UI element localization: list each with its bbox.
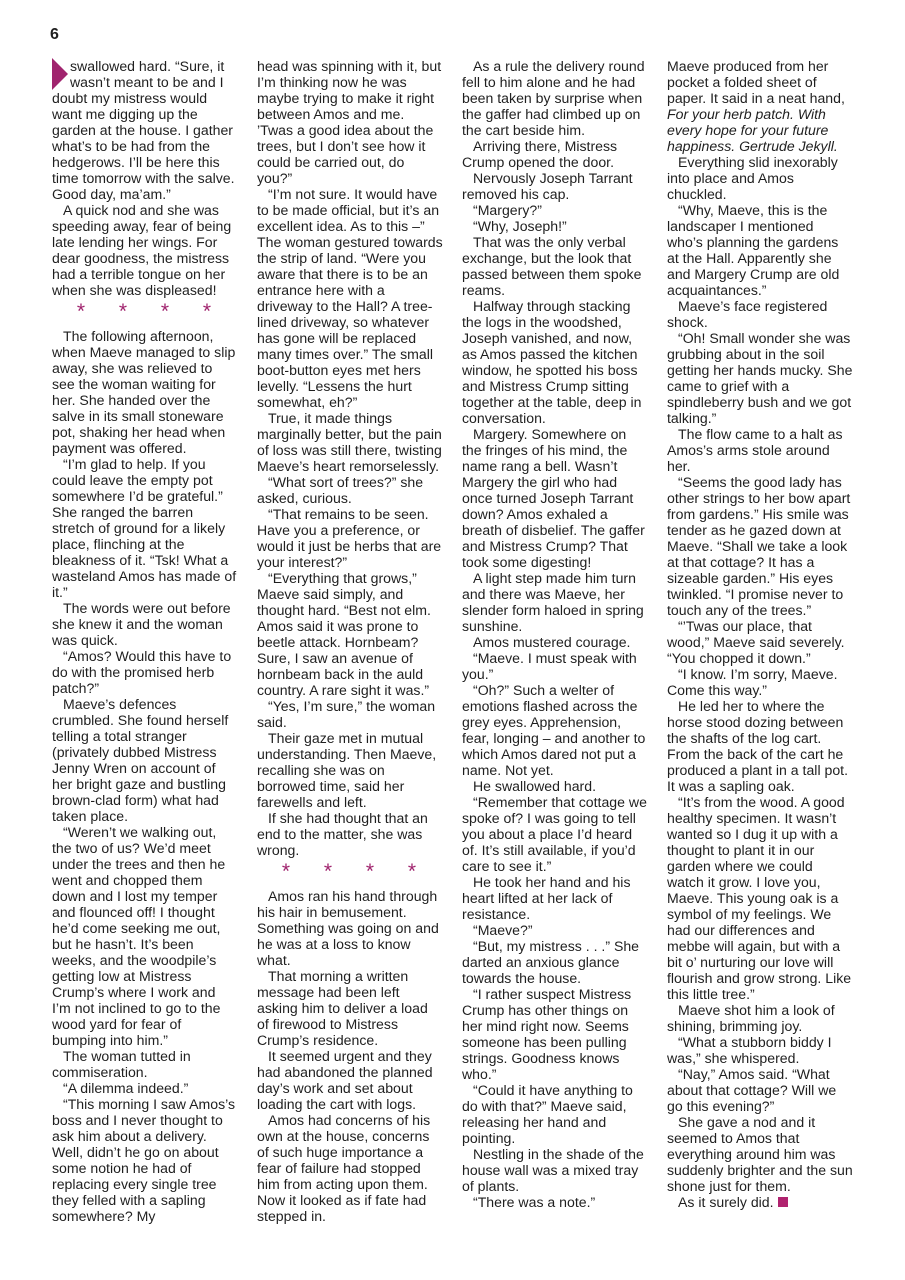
paragraph: “That remains to be seen. Have you a preference, or would it just be herbs that are your interest?”	[257, 506, 442, 570]
paragraph: “What a stubborn biddy I was,” she whispered.	[667, 1034, 832, 1066]
paragraph	[667, 58, 853, 154]
paragraph: That was the only verbal exchange, but the look that passed between them spoke reams.	[462, 234, 642, 298]
page-number: 6	[50, 26, 59, 43]
paragraph: Maeve’s face registered shock.	[667, 298, 828, 330]
paragraph: A quick nod and she was speeding away, fear of being late lending her wings. For dear goodness, the mistress had a terrible tongue on her when she was displeased!	[52, 202, 232, 298]
note-intro: Maeve produced from her pocket a folded sheet of paper. It said in a neat hand,	[667, 58, 845, 106]
paragraph: “Could it have anything to do with that?” Maeve said, releasing her hand and pointing.	[462, 1082, 633, 1146]
paragraph: “’Twas our place, that wood,” Maeve said severely. “You chopped it down.”	[667, 618, 845, 666]
paragraph: Nestling in the shade of the house wall was a mixed tray of plants.	[462, 1146, 644, 1194]
paragraph: Arriving there, Mistress Crump opened the door.	[462, 138, 618, 170]
column-3	[462, 58, 648, 1210]
paragraph: If she had thought that an end to the matter, she was wrong.	[257, 810, 428, 858]
paragraph: The flow came to a halt as Amos’s arms stole around her.	[667, 426, 843, 474]
paragraph: “Remember that cottage we spoke of? I was going to tell you about a place I’d heard of. It’s still available, if you’d care to see it.”	[462, 794, 647, 874]
paragraph: Margery. Somewhere on the fringes of his mind, the name rang a bell. Wasn’t Margery the girl who had once turned Joseph Tarrant down? Amos exhaled a breath of disbelief. The gaffer and Mistress Crump? That took some digesting!	[462, 426, 645, 570]
paragraph: “Amos? Would this have to do with the promised herb patch?”	[52, 648, 232, 696]
paragraph: “Everything that grows,” Maeve said simply, and thought hard. “Best not elm. Amos said it was prone to beetle attack. Hornbeam? Sure, I saw an avenue of hornbeam back in the auld country. A rare sight it was.”	[257, 570, 431, 698]
paragraph: He led her to where the horse stood dozing between the shafts of the log cart. From the back of the cart he produced a plant in a tall pot. It was a sapling oak.	[667, 698, 848, 794]
scene-break: * * * *	[281, 860, 431, 883]
paragraph: “Oh?” Such a welter of emotions flashed across the grey eyes. Apprehension, fear, longing – and another to which Amos dared not put a name. Not yet.	[462, 682, 646, 778]
paragraph: head was spinning with it, but I’m thinking now he was maybe trying to make it right between Amos and me. ’Twas a good idea about the trees, but I don’t see how it could be carried out, do you?”	[257, 58, 442, 186]
paragraph: “I’m glad to help. If you could leave the empty pot somewhere I’d be grateful.” She ranged the barren stretch of ground for a likely place, flinching at the bleakness of it. “Tsk! What a wasteland Amos has made of it.”	[52, 456, 237, 600]
column-1	[52, 58, 238, 1224]
paragraph: “Maeve?”	[473, 922, 533, 938]
paragraph: Nervously Joseph Tarrant removed his cap.	[462, 170, 633, 202]
paragraph: swallowed hard. “Sure, it wasn’t meant to be and I doubt my mistress would want me digging up the garden at the house. I gather what’s to be had from the hedgerows. I’ll be here this time tomorrow with the salve. Good day, ma’am.”	[52, 58, 235, 202]
paragraph: Amos had concerns of his own at the house, concerns of such huge importance a fear of failure had stopped him from acting upon them. Now it looked as if fate had stepped in.	[257, 1112, 431, 1224]
paragraph: “Seems the good lady has other strings to her bow apart from gardens.” His smile was tender as he gazed down at Maeve. “Shall we take a look at that cottage? It has a sizeable garden.” His eyes twinkled. “I promise never to touch any of the trees.”	[667, 474, 851, 618]
paragraph: “I rather suspect Mistress Crump has other things on her mind right now. Seems someone has been pulling strings. Goodness knows who.”	[462, 986, 632, 1082]
paragraph: “I’m not sure. It would have to be made official, but it’s an excellent idea. As to this –” The woman gestured towards the strip of land. “Were you aware that there is to be an entrance here with a driveway to the Hall? A tree-lined driveway, so whatever has gone will be replaced many times over.” The small boot-button eyes met hers levelly. “Lessens the hurt somewhat, eh?”	[257, 186, 443, 410]
end-mark-icon	[778, 1197, 788, 1207]
paragraph: “This morning I saw Amos’s boss and I never thought to ask him about a delivery. Well, didn’t he go on about some notion he had of replacing every single tree they felled with a sapling somewhere? My	[52, 1096, 236, 1224]
paragraph: Everything slid inexorably into place and Amos chuckled.	[667, 154, 838, 202]
final-line: As it surely did.	[678, 1194, 774, 1210]
paragraph: “Why, Joseph!”	[473, 218, 567, 234]
column-4	[667, 58, 853, 1210]
continuation-arrow-icon	[52, 58, 68, 90]
paragraph: He swallowed hard.	[473, 778, 596, 794]
paragraph: Their gaze met in mutual understanding. Then Maeve, recalling she was on borrowed time, said her farewells and left.	[257, 730, 437, 810]
paragraph: The woman tutted in commiseration.	[52, 1048, 191, 1080]
column-2	[257, 58, 443, 1224]
paragraph: That morning a written message had been left asking him to deliver a load of firewood to Mistress Crump’s residence.	[257, 968, 428, 1048]
note-text: For your herb patch. With every hope for your future happiness. Gertrude Jekyll.	[667, 106, 838, 154]
paragraph: “Why, Maeve, this is the landscaper I mentioned who’s planning the gardens at the Hall. Apparently she and Margery Crump are old acquaintances.”	[667, 202, 840, 298]
paragraph: The words were out before she knew it and the woman was quick.	[52, 600, 231, 648]
paragraph: Amos mustered courage.	[473, 634, 631, 650]
paragraph: “It’s from the wood. A good healthy specimen. It wasn’t wanted so I dug it up with a thought to plant it in our garden where we could watch it grow. I love you, Maeve. This young oak is a symbol of my feelings. We had our differences and mebbe will again, but with a bit o’ nurturing our love will flourish and grow strong. Like this little tree.”	[667, 794, 852, 1002]
paragraph: “A dilemma indeed.”	[63, 1080, 189, 1096]
paragraph: “There was a note.”	[473, 1194, 596, 1210]
paragraph: She gave a nod and it seemed to Amos that everything around him was suddenly brighter and the sun shone just for them.	[667, 1114, 853, 1194]
paragraph: Halfway through stacking the logs in the woodshed, Joseph vanished, and now, as Amos passed the kitchen window, he spotted his boss and Mistress Crump sitting together at the table, deep in conversation.	[462, 298, 642, 426]
paragraph: “Maeve. I must speak with you.”	[462, 650, 637, 682]
scene-break: * * * *	[76, 300, 226, 323]
paragraph: Amos ran his hand through his hair in bemusement. Something was going on and he was at a loss to know what.	[257, 888, 439, 968]
paragraph: Maeve shot him a look of shining, brimming joy.	[667, 1002, 835, 1034]
paragraph: True, it made things marginally better, but the pain of loss was still there, twisting Maeve’s heart remorselessly.	[257, 410, 442, 474]
paragraph: He took her hand and his heart lifted at her lack of resistance.	[462, 874, 631, 922]
paragraph: It seemed urgent and they had abandoned the planned day’s work and set about loading the cart with logs.	[257, 1048, 433, 1112]
paragraph: “Weren’t we walking out, the two of us? We’d meet under the trees and then he went and chopped them down and I lost my temper and flounced off! I thought he’d come seeking me out, but he hasn’t. It’s been weeks, and the woodpile’s getting low at Mistress Crump’s where I work and I’m not inclined to go to the wood yard for fear of bumping into him.”	[52, 824, 226, 1048]
paragraph: “What sort of trees?” she asked, curious.	[257, 474, 424, 506]
paragraph: “I know. I’m sorry, Maeve. Come this way.”	[667, 666, 838, 698]
paragraph	[667, 1194, 853, 1210]
paragraph: The following afternoon, when Maeve managed to slip away, she was relieved to see the woman waiting for her. She handed over the salve in its small stoneware pot, shaking her head when payment was offered.	[52, 328, 236, 456]
paragraph: As a rule the delivery round fell to him alone and he had been taken by surprise when the gaffer had climbed up on the cart beside him.	[462, 58, 645, 138]
paragraph: “Oh! Small wonder she was grubbing about in the soil getting her hands mucky. She came to grief with a spindleberry bush and we got talking.”	[667, 330, 853, 426]
paragraph: Maeve’s defences crumbled. She found herself telling a total stranger (privately dubbed Mistress Jenny Wren on account of her bright gaze and bustling brown-clad form) what had taken place.	[52, 696, 229, 824]
paragraph: “Margery?”	[473, 202, 542, 218]
paragraph: A light step made him turn and there was Maeve, her slender form haloed in spring sunshine.	[462, 570, 644, 634]
paragraph: “Yes, I’m sure,” the woman said.	[257, 698, 436, 730]
paragraph: “Nay,” Amos said. “What about that cottage? Will we go this evening?”	[667, 1066, 837, 1114]
paragraph: “But, my mistress . . .” She darted an anxious glance towards the house.	[462, 938, 640, 986]
